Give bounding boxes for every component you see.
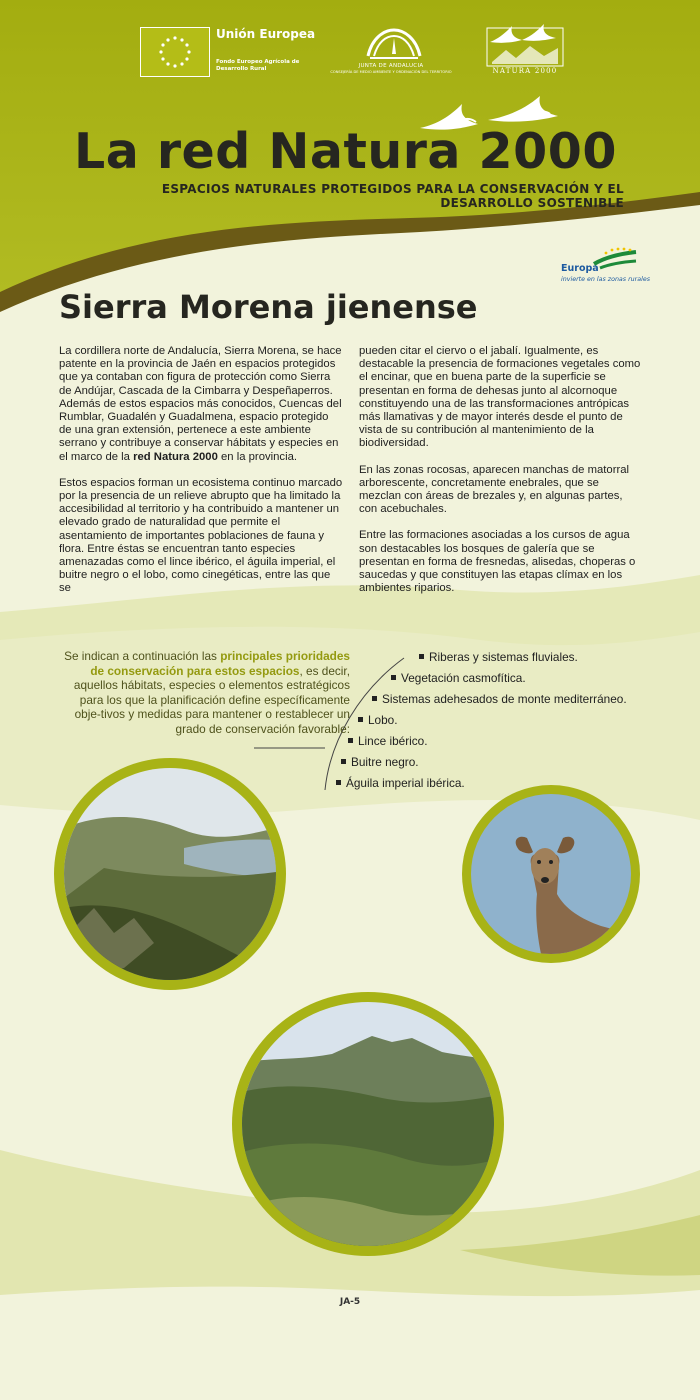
priority-label: Riberas y sistemas fluviales. [429,650,578,664]
priority-label: Águila imperial ibérica. [346,776,465,790]
deer-photo [462,785,640,963]
page-subtitle: ESPACIOS NATURALES PROTEGIDOS PARA LA CONSERVACIÓN Y EL DESARROLLO SOSTENIBLE [161,182,624,210]
text-span: Se indican a continuación las [64,649,221,663]
bold-text: red Natura 2000 [133,450,218,463]
priority-item [336,776,465,790]
priority-item [358,713,398,727]
bullet-icon [358,717,363,722]
priority-item [391,671,526,685]
page-title: La red Natura 2000 [74,123,617,180]
panel-code: JA-5 [339,1297,361,1307]
europa-word: Europa [561,263,599,274]
text-column-2 [359,345,643,608]
junta-name: JUNTA DE ANDALUCIA [358,63,424,69]
junta-subtitle: CONSEJERÍA DE MEDIO AMBIENTE Y ORDENACIÓN DEL TERRITORIO [330,70,452,74]
natura-2000-logo-icon [486,22,564,68]
text-span: La cordillera norte de Andalucía, Sierra Morena, se hace patente en la provincia de Jaén en espacios protegidos que ya contaban con figura de protección como Sierra de Andújar, Cascada de la Cimbarra y Despeñaperros. Además de estos espacios más conocidos, Cuencas del Rumblar, Guadalén y Guadalmena, espacio protegido de una gran extensión, pertenece a este ambiente serrano y contribuye a conservar hábitats y especies en el marco de la [59,345,342,463]
priority-item [348,734,428,748]
paragraph [59,345,343,464]
europa-slogan: invierte en las zonas rurales [561,276,651,283]
priorities-intro [54,649,350,737]
bold-text: principales prioridades de conservación para estos espacios [90,649,350,678]
text-span: en la provincia. [217,450,297,463]
bullet-icon [348,738,353,743]
paragraph: En las zonas rocosas, aparecen manchas de matorral arborescente, concretamente enebrales, que se mezclan con áreas de brezales y, en algunas partes, con acebuchales. [359,463,630,516]
priority-label: Lobo. [368,713,398,727]
priority-item [419,650,578,664]
priority-label: Buitre negro. [351,755,419,769]
bullet-icon [372,696,377,701]
europa-rural-logo-icon [592,246,638,270]
reservoir-landscape-photo [54,758,286,990]
paragraph: Entre las formaciones asociadas a los cursos de agua son destacables los bosques de galería que se presentan en forma de fresnedas, alisedas, choperas o saucedas y que constituyen las etapas clímax en los ambientes riparios. [359,529,636,595]
bullet-icon [419,654,424,659]
natura-name: NATURA 2000 [492,67,558,75]
section-title: Sierra Morena jienense [59,288,478,326]
bullet-icon [341,759,346,764]
eu-fund-name: Fondo Europeo Agrícola de Desarrollo Rural [216,59,300,72]
eu-flag-icon [140,27,210,77]
junta-andalucia-logo-icon [362,26,426,64]
priority-label: Lince ibérico. [358,734,428,748]
paragraph: pueden citar el ciervo o el jabalí. Igualmente, es destacable la presencia de formaciones vegetales como el encinar, que en buena parte de la superficie se presentan en forma de dehesas junto al alcornoque constituyendo una de las transformaciones antrópicas más llamativas y de mayor interés desde el punto de vista de su contribución al mantenimiento de la biodiversidad. [359,345,641,450]
priority-label: Vegetación casmofítica. [401,671,526,685]
bullet-icon [391,675,396,680]
paragraph: Estos espacios forman un ecosistema continuo marcado por la presencia de un relieve abrupto que ha limitado la accesibilidad al territorio y ha contribuido a mantener un elevado grado de naturalidad que permite el asentamiento de importantes poblaciones de fauna y flora. Entre éstas se encuentran tanto especies amenazadas como el lince ibérico, el águila imperial, el buitre negro o el lobo, como cinegéticas, entre las que se [59,476,343,595]
eu-title: Unión Europea [216,27,316,41]
mountain-landscape-photo [232,992,504,1256]
bullet-icon [336,780,341,785]
priority-label: Sistemas adehesados de monte mediterráneo. [382,692,627,706]
priority-item [341,755,419,769]
priority-item [372,692,627,706]
text-column-1 [59,345,343,609]
text-span: , es decir, aquellos hábitats, especies o elementos estratégicos para los que la planificación define específicamente obje-tivos y medidas para mantener o restablecer un grado de conservación favorable: [73,663,350,736]
